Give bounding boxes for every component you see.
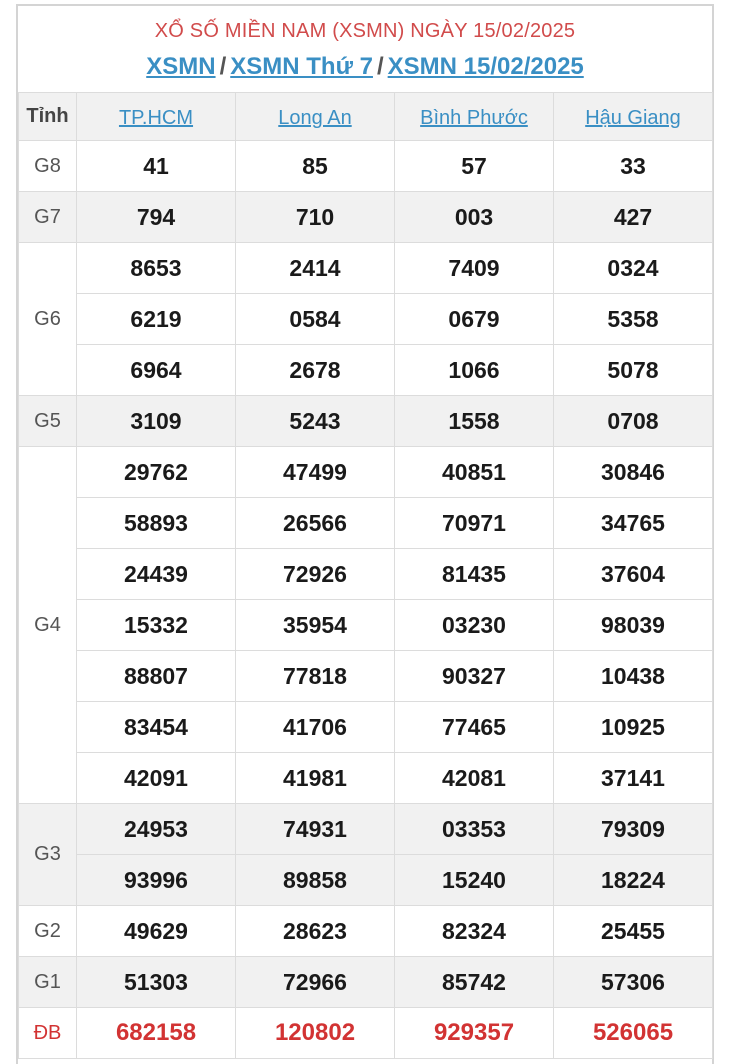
- table-header-row: [19, 93, 713, 141]
- result-number: 89858: [236, 855, 395, 906]
- table-row: [19, 1008, 713, 1059]
- result-number: 42081: [395, 753, 554, 804]
- province-link-hau-giang[interactable]: Hậu Giang: [585, 107, 681, 129]
- result-number: 42091: [77, 753, 236, 804]
- result-number: 7409: [395, 243, 554, 294]
- result-number: 72926: [236, 549, 395, 600]
- result-number: 8653: [77, 243, 236, 294]
- table-row: [19, 651, 713, 702]
- result-number: 77818: [236, 651, 395, 702]
- result-number: 90327: [395, 651, 554, 702]
- result-number: 15240: [395, 855, 554, 906]
- prize-label: G5: [19, 396, 77, 447]
- result-number: 0584: [236, 294, 395, 345]
- result-number: 0708: [554, 396, 713, 447]
- prize-label: G1: [19, 957, 77, 1008]
- result-number: 03230: [395, 600, 554, 651]
- link-xsmn-thu-7[interactable]: XSMN Thứ 7: [230, 53, 373, 80]
- result-number: 25455: [554, 906, 713, 957]
- result-number: 003: [395, 192, 554, 243]
- result-number: 2678: [236, 345, 395, 396]
- table-row: [19, 345, 713, 396]
- result-number: 10925: [554, 702, 713, 753]
- table-row: [19, 600, 713, 651]
- prize-label: G8: [19, 141, 77, 192]
- result-number: 33: [554, 141, 713, 192]
- result-number: 40851: [395, 447, 554, 498]
- result-number: 26566: [236, 498, 395, 549]
- table-row: [19, 192, 713, 243]
- result-number: 37604: [554, 549, 713, 600]
- result-number: 10438: [554, 651, 713, 702]
- breadcrumb-separator: /: [376, 53, 384, 80]
- result-number: 72966: [236, 957, 395, 1008]
- link-xsmn-date[interactable]: XSMN 15/02/2025: [387, 53, 584, 80]
- table-row: [19, 804, 713, 855]
- result-number: 0324: [554, 243, 713, 294]
- result-number: 526065: [554, 1008, 713, 1059]
- province-header: [395, 93, 554, 141]
- result-number: 120802: [236, 1008, 395, 1059]
- prize-label: G7: [19, 192, 77, 243]
- result-number: 5078: [554, 345, 713, 396]
- result-number: 30846: [554, 447, 713, 498]
- result-number: 34765: [554, 498, 713, 549]
- result-number: 70971: [395, 498, 554, 549]
- table-row: [19, 498, 713, 549]
- result-number: 427: [554, 192, 713, 243]
- link-xsmn[interactable]: XSMN: [146, 53, 216, 80]
- result-number: 35954: [236, 600, 395, 651]
- result-number: 710: [236, 192, 395, 243]
- results-header: [18, 6, 712, 92]
- result-number: 1066: [395, 345, 554, 396]
- breadcrumb: [18, 51, 712, 83]
- result-number: 24439: [77, 549, 236, 600]
- province-header: [236, 93, 395, 141]
- result-number: 85: [236, 141, 395, 192]
- results-card: [16, 4, 714, 1064]
- result-number: 81435: [395, 549, 554, 600]
- table-row: [19, 753, 713, 804]
- result-number: 58893: [77, 498, 236, 549]
- table-row: [19, 243, 713, 294]
- result-number: 03353: [395, 804, 554, 855]
- province-header: [77, 93, 236, 141]
- result-number: 47499: [236, 447, 395, 498]
- page-title: XỔ SỐ MIỀN NAM (XSMN) NGÀY 15/02/2025: [154, 20, 576, 42]
- province-link-binh-phuoc[interactable]: Bình Phước: [420, 107, 528, 129]
- result-number: 79309: [554, 804, 713, 855]
- result-number: 88807: [77, 651, 236, 702]
- result-number: 49629: [77, 906, 236, 957]
- table-row: [19, 957, 713, 1008]
- result-number: 28623: [236, 906, 395, 957]
- table-row: [19, 855, 713, 906]
- result-number: 85742: [395, 957, 554, 1008]
- province-link-long-an[interactable]: Long An: [278, 107, 352, 129]
- result-number: 15332: [77, 600, 236, 651]
- result-number: 794: [77, 192, 236, 243]
- result-number: 0679: [395, 294, 554, 345]
- table-row: [19, 294, 713, 345]
- result-number: 682158: [77, 1008, 236, 1059]
- result-number: 929357: [395, 1008, 554, 1059]
- table-row: [19, 549, 713, 600]
- result-number: 5243: [236, 396, 395, 447]
- result-number: 5358: [554, 294, 713, 345]
- result-number: 51303: [77, 957, 236, 1008]
- result-number: 24953: [77, 804, 236, 855]
- prize-label: ĐB: [19, 1008, 77, 1059]
- result-number: 37141: [554, 753, 713, 804]
- result-number: 82324: [395, 906, 554, 957]
- result-number: 3109: [77, 396, 236, 447]
- result-number: 29762: [77, 447, 236, 498]
- table-row: [19, 906, 713, 957]
- result-number: 41: [77, 141, 236, 192]
- prize-label: G4: [19, 447, 77, 804]
- breadcrumb-separator: /: [219, 53, 227, 80]
- result-number: 57: [395, 141, 554, 192]
- result-number: 98039: [554, 600, 713, 651]
- table-row: [19, 396, 713, 447]
- province-header: [554, 93, 713, 141]
- result-number: 6219: [77, 294, 236, 345]
- prize-label: G6: [19, 243, 77, 396]
- result-number: 2414: [236, 243, 395, 294]
- table-row: [19, 702, 713, 753]
- prize-label: G3: [19, 804, 77, 906]
- result-number: 83454: [77, 702, 236, 753]
- result-number: 18224: [554, 855, 713, 906]
- result-number: 74931: [236, 804, 395, 855]
- result-number: 41706: [236, 702, 395, 753]
- table-row: [19, 141, 713, 192]
- result-number: 1558: [395, 396, 554, 447]
- result-number: 6964: [77, 345, 236, 396]
- table-row: [19, 447, 713, 498]
- results-body: [19, 141, 713, 1059]
- result-number: 41981: [236, 753, 395, 804]
- result-number: 77465: [395, 702, 554, 753]
- results-table: [18, 92, 713, 1059]
- prize-label: G2: [19, 906, 77, 957]
- result-number: 93996: [77, 855, 236, 906]
- result-number: 57306: [554, 957, 713, 1008]
- province-column-header: Tỉnh: [19, 93, 77, 141]
- province-link-tphcm[interactable]: TP.HCM: [118, 107, 194, 129]
